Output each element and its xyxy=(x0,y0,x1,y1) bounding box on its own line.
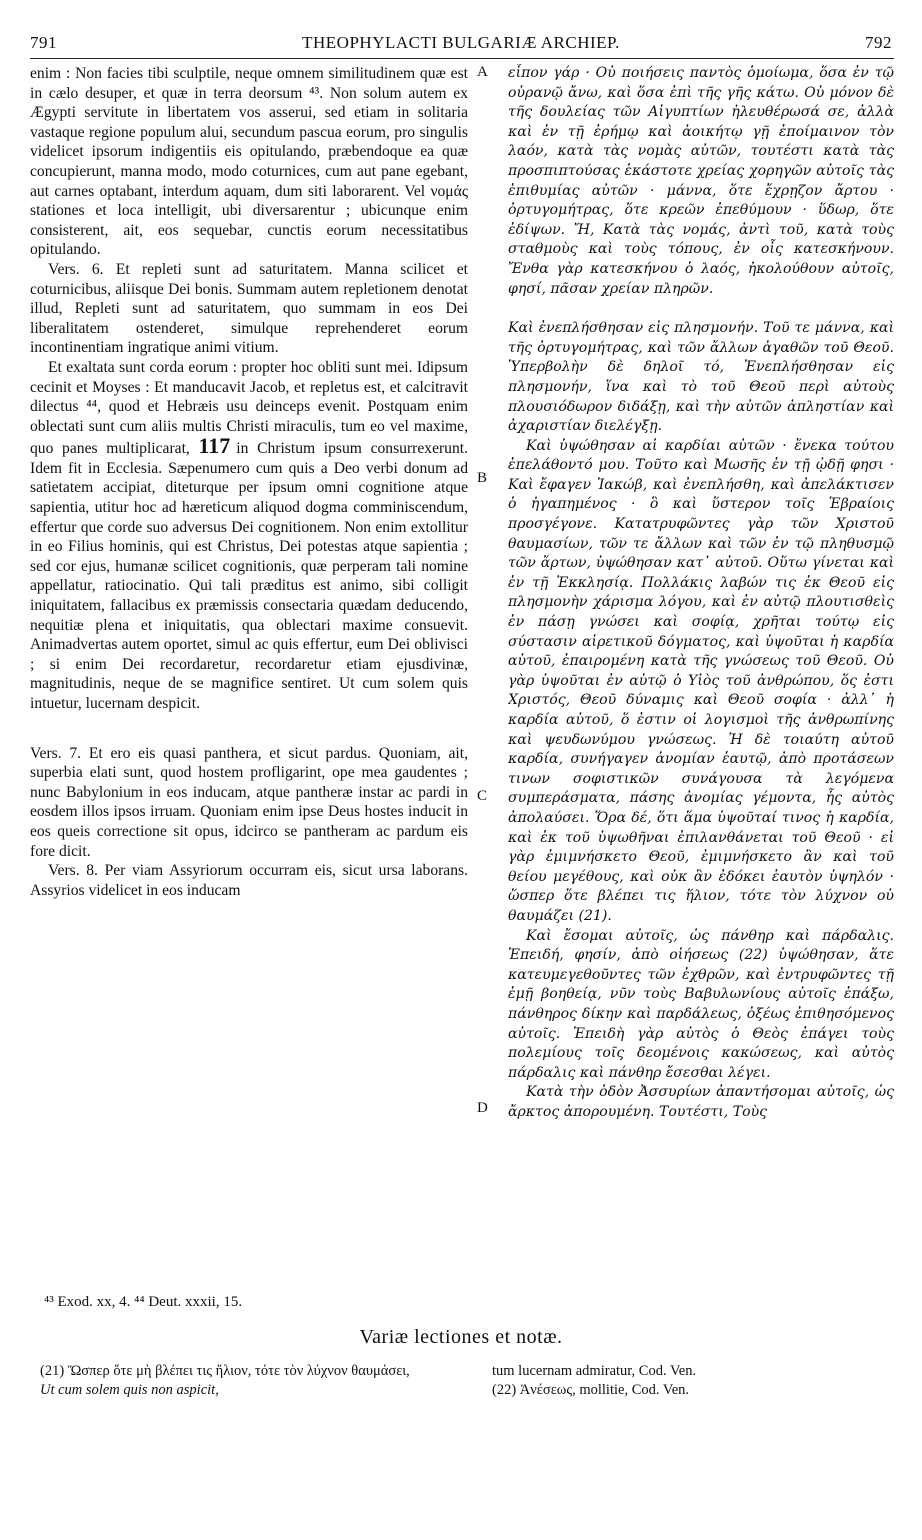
margin-number: 117 xyxy=(198,433,231,459)
running-title: THEOPHYLACTI BULGARIÆ ARCHIEP. xyxy=(302,33,620,52)
latin-paragraph-3 xyxy=(30,358,468,714)
greek-column xyxy=(508,64,894,1122)
greek-paragraph-5: Κατὰ τὴν ὁδὸν Ἀσσυρίων ἀπαντήσομαι αὐτοῖς, ὡς ἄρκτος ἀπορουμένη. Τουτέστι, Τοὺς xyxy=(508,1084,894,1120)
greek-paragraph-1: εἶπον γάρ · Οὐ ποιήσεις παντὸς ὁμοίωμα, ὅσα ἐν τῷ οὐρανῷ ἄνω, καὶ ὅσα ἐπὶ τῆς γῆς κάτω. Οὐ μόνον δὲ τῆς δουλείας τῶν Αἰγυπτίων ἠλευθέρωσά σε, ἀλλὰ καὶ ἐν τῇ ἐρήμῳ καὶ ἀοικήτῳ γῇ ἐποίμαινον τὸν λαόν, κατὰ τὰς νομὰς αὐτῶν, τουτέστι κατὰ τὰς προσπιπτούσας ἑκάστοτε χρείας χορηγῶν αὐτοῖς τὰς ἐπιθυμίας αὐτῶν · μάννα, ὅτε ἔχρῃζον ἄρτου · ὀρτυγομήτρας, ὅτε κρεῶν ἐπεθύμουν · ὕδωρ, ὅτε ἐδίψων. Ἤ, Κατὰ τὰς νομάς, ἀντὶ τοῦ, κατὰ τοὺς σταθμοὺς καὶ τοὺς τόπους, ἐν οἷς κατεσκήνουν. Ἔνθα γὰρ κατεσκήνου ὁ λαός, ἠκολούθουν αὐτοῖς, φησί, πᾶσαν χρείαν πληρῶν. xyxy=(508,65,894,297)
scripture-references: ⁴³ Exod. xx, 4. ⁴⁴ Deut. xxxii, 15. xyxy=(44,1294,243,1310)
greek-paragraph-2: Καὶ ἐνεπλήσθησαν εἰς πλησμονήν. Τοῦ τε μάννα, καὶ τῆς ὀρτυγομήτρας, καὶ τῶν ἄλλων ἀγαθῶν τοῦ Θεοῦ. Ὑπερβολὴν δὲ δηλοῖ τό, Ἐνεπλήσθησαν εἰς πλησμονήν, ἵνα καὶ τὸ τοῦ Θεοῦ περὶ αὐτοὺς πλουσιόδωρον διδάξῃ, καὶ τὴν αὐτῶν ἀπληστίαν καὶ ἀχαριστίαν διελέγξῃ. xyxy=(508,320,894,435)
page-number-right: 792 xyxy=(865,33,892,52)
note-22: (22) Ἀνέσεως, mollitie, Cod. Ven. xyxy=(492,1382,690,1398)
latin-column xyxy=(30,64,468,900)
section-marker-a: A xyxy=(477,64,488,80)
running-header xyxy=(30,33,892,57)
greek-paragraph-4: Καὶ ἔσομαι αὐτοῖς, ὡς πάνθηρ καὶ πάρδαλις. Ἐπειδή, φησίν, ἀπὸ οἰήσεως (22) ὑψώθησαν, ἅτε κατευμεγεθοῦντες τῶν ἐχθρῶν, καὶ ἐντρυφῶντες τῇ ἐμῇ βοηθείᾳ, νῦν τοὺς Βαβυλωνίους αὐτοῖς ἐπάξω, πάνθηρος δίκην καὶ παρδάλεως, ὀξέως ἐπιθησόμενος αὐτοῖς. Ἐπειδὴ γὰρ αὐτὸς ὁ Θεὸς ἐπάγει τοὺς πολεμίους τοῖς δεομένοις κακώσεως, καὶ αὐτὸς πάρδαλις καὶ πάνθηρ ἔσεσθαι λέγει. xyxy=(508,927,894,1081)
note-21-latin: Ut cum solem quis non aspicit, xyxy=(40,1382,219,1398)
latin-paragraph-5: Vers. 8. Per viam Assyriorum occurram eis, sicut ursa laborans. Assyrios videlicet in eos inducam xyxy=(30,862,468,899)
latin-paragraph-4: Vers. 7. Et ero eis quasi panthera, et sicut pardus. Quoniam, ait, superbia elati sunt, quod hostem profligarint, ope mea gaudentes ; nunc Babylonium in eos inducam, atque pantheræ instar ac pardi in eosdem illos ipsos irruam. Quoniam enim ipse Deus hostes inducit in eos queis correctione sit opus, idcirco se pantheram ac pardum eis fore dicit. xyxy=(30,744,468,860)
latin-paragraph-3b: in Christum ipsum consurrexerunt. Idem fit in Ecclesia. Sæpenumero cum quis a Deo verbi donum ad satietatem accipiat, diteturque per ipsum omni cognitione atque sapientia, utitur hoc ad hæreticum aliquod dogma comminiscendum, effertur que corde suo adversus Dei cognitionem. Non enim extollitur in eo Filius hominis, qui est Christus, Dei potestas atque sapientia ; sed cor ejus, humanæ scilicet cognitionis, quæ perperam tali nomine appellatur, ratiocinatio. Qui tali præditus est animo, sibi colligit iniquitatem, fallacibus ex præmissis consectaria quædam deducendo, nequitiæ plena et iniquitatis, qua oblectari maxime consuevit. Animadvertas autem oportet, simul ac quis effertur, eum Dei oblivisci ; si enim Dei recordaretur, recordaretur etiam ejusdivinæ, magnitudinis, neque de se magnifice sentiret. Ut cum solem quis intuetur, lucernam despicit. xyxy=(30,440,468,712)
paragraph-gap xyxy=(30,714,468,744)
note-21-greek: (21) Ὥσπερ ὅτε μὴ βλέπει τις ἥλιον, τότε τὸν λύχνον θαυμάσει, xyxy=(40,1363,410,1379)
section-marker-b: B xyxy=(477,470,488,486)
header-rule xyxy=(30,58,894,59)
notes-left-column xyxy=(40,1362,470,1400)
section-marker-c: C xyxy=(477,788,488,804)
latin-paragraph-1: enim : Non facies tibi sculptile, neque omnem similitudinem quæ est in cælo desuper, et quæ in terra deorsum ⁴³. Non solum autem ex Ægypti servitute in libertatem vos asserui, sed etiam in solitaria vastaque regione populum alui, secundum pascua eorum, pro singulis videlicet ipsorum indigentiis eis opitulando, præbendoque ea quæ concupierunt, manna modo, modo coturnices, cum aut pane egebant, aut carnes optabant, interdum aquam, dum siti laborarent. Vel νομάς stationes et loca intelligit, ubi diversarentur ; ubicunque enim consisterent, ait, eos sequebar, cunctis eorum necessitatibus opitulando. xyxy=(30,65,468,259)
page-number-left: 791 xyxy=(30,33,57,52)
latin-paragraph-2: Vers. 6. Et repleti sunt ad saturitatem. Manna scilicet et coturnicibus, aliisque Dei bonis. Summam autem repletionem denotat illud, Repleti sunt ad saturitatem, quo summam in eos Dei liberalitatem ostenderet, simulque reprehenderet eorum incontinentiam ingratique animi vitium. xyxy=(30,260,468,357)
latin-paragraph-3a: Et exaltata sunt corda eorum : propter hoc obliti sunt mei. Idipsum cecinit et Moyses : Et manducavit Jacob, et repletus est, et calcitravit dilectus ⁴⁴, quod et Hebræis usu deinceps evenit. Postquam enim oblectati sunt cum aliis multis Christi miraculis, tum eo vel maxime, quo panes multiplicarat, xyxy=(30,358,468,458)
paragraph-gap xyxy=(508,299,894,319)
greek-paragraph-3: Καὶ ὑψώθησαν αἱ καρδίαι αὐτῶν · ἕνεκα τούτου ἐπελάθοντό μου. Τοῦτο καὶ Μωσῆς ἐν τῇ ᾠδῇ φησι · Καὶ ἔφαγεν Ἰακώβ, καὶ ἐνεπλήσθη, καὶ ἀπελάκτισεν ὁ ἠγαπημένος · ὃ καὶ ὕστερον τοῖς Ἑβραίοις προσγέγονε. Κατατρυφῶντες γὰρ τῶν Χριστοῦ θαυμασίων, τῶν τε ἄλλων καὶ τῶν ἐν τῷ πληθυσμῷ τῶν ἄρτων, ὑψώθησαν κατ᾽ αὐτοῦ. Οὕτω γίνεται καὶ ἐν τῇ Ἐκκλησίᾳ. Πολλάκις λαβών τις ἐκ Θεοῦ εἰς πλησμονὴν χάρισμα λόγου, καὶ ἐν αὐτῷ πλουτισθεὶς ἐν πάσῃ γνώσει καὶ σοφίᾳ, χρῆται τούτῳ εἰς σύστασιν αἱρετικοῦ δόγματος, καὶ ὑψοῦται ἡ καρδία αὐτοῦ, ἐπαιρομένη κατὰ τῆς γνώσεως τοῦ Θεοῦ. Οὐ γὰρ ὑψοῦται ἐν αὐτῷ ὁ Υἱὸς τοῦ ἀνθρώπου, ὅς ἐστι Χριστός, Θεοῦ δύναμις καὶ Θεοῦ σοφία · ἀλλ᾽ ἡ καρδία αὐτοῦ, ὅ ἐστιν οἱ λογισμοὶ τῆς ἀνθρωπίνης καὶ ψευδωνύμου γνώσεως. Ἡ δὲ τοιαύτη αὐτοῦ καρδία, συνήγαγεν ἀνομίαν ἑαυτῷ, ἀπὸ προτάσεων τινων σοφιστικῶν συνάγουσα τὰ λεγόμενα συμπεράσματα, πάσης ἀνομίας γέμοντα, ἧς αὐτὸς ἀπολαύσει. Ὅρα δέ, ὅτι ἅμα ὑψοῦταί τινος ἡ καρδία, καὶ ἐκ τοῦ ὑψωθῆναι ἐπιλανθάνεται τοῦ Θεοῦ · εἰ γὰρ ἐμιμνήσκετο Θεοῦ, ἐμιμνήσκετο ἂν καὶ τοῦ θείου μεγέθους, καὶ οὐκ ἂν ἐδόκει ἑαυτὸν ὑψηλόν · ὥσπερ ὅτε βλέπει τις ἥλιον, τότε τὸν λύχνον οὐ θαυμάζει (21). xyxy=(508,437,894,924)
notes-title: Variæ lectiones et notæ. xyxy=(359,1326,563,1348)
notes-right-column xyxy=(492,1362,902,1400)
note-21-continuation: tum lucernam admiratur, Cod. Ven. xyxy=(492,1363,697,1379)
section-marker-d: D xyxy=(477,1100,488,1116)
